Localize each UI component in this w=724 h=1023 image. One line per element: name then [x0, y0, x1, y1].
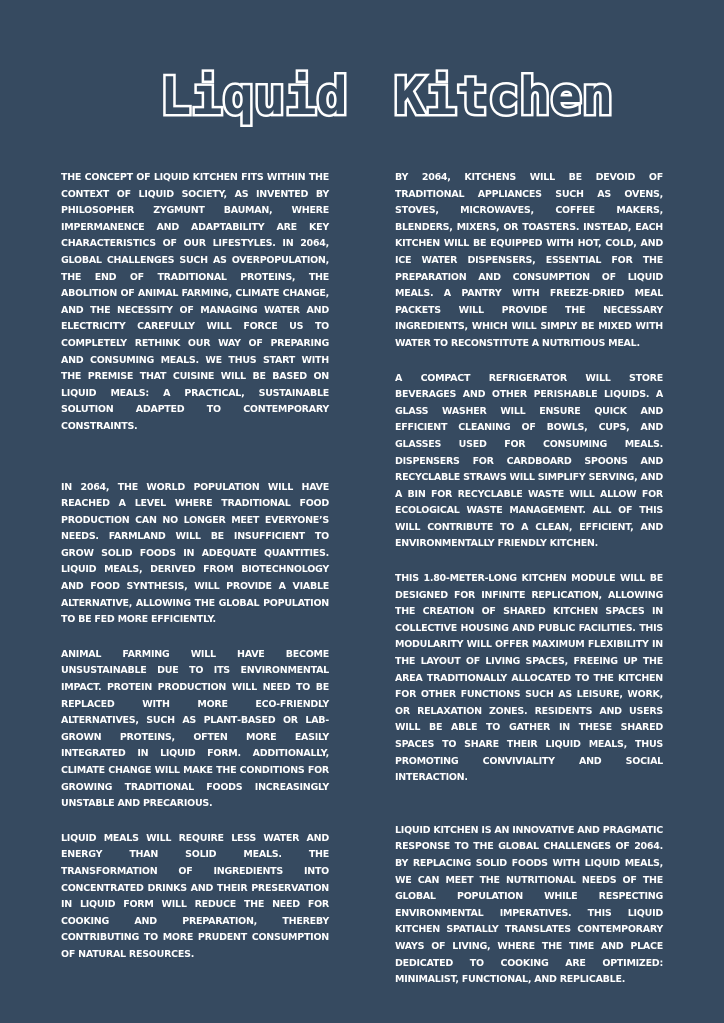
paragraph-module: THIS 1.80-METER-LONG KITCHEN MODULE WILL BE DESIGNED FOR INFINITE REPLICATION, ALLOWING THE CREATION OF SHARED KITCHEN SPACES IN COLLECTIVE HOUSING AND PUBLIC FACILITIES. THIS MODULARITY WILL OFFER MAXIMUM FLEXIBILITY IN THE LAYOUT OF LIVING SPACES, FREEING UP THE AREA TRADITIONALLY ALLOCATED TO THE KITCHEN FOR OTHER FUNCTIONS SUCH AS LEISURE, WORK, OR RELAXATION ZONES. RESIDENTS AND USERS WILL BE ABLE TO GATHER IN THESE SHARED SPACES TO SHARE THEIR LIQUID MEALS, THUS PROMOTING CONVIVIALITY AND SOCIAL INTERACTION.: [395, 573, 663, 784]
paragraph-appliances: BY 2064, KITCHENS WILL BE DEVOID OF TRADITIONAL APPLIANCES SUCH AS OVENS, STOVES, MICROWAVES, COFFEE MAKERS, BLENDERS, MIXERS, OR TOASTERS. INSTEAD, EACH KITCHEN WILL BE EQUIPPED WITH HOT, COLD, AND ICE WATER DISPENSERS, ESSENTIAL FOR THE PREPARATION AND CONSUMPTION OF LIQUID MEALS. A PANTRY WITH FREEZE‐DRIED MEAL PACKETS WILL PROVIDE THE NECESSARY INGREDIENTS, WHICH WILL SIMPLY BE MIXED WITH WATER TO RECONSTITUTE A NUTRITIOUS MEAL.: [395, 172, 663, 349]
paragraph-spacer: [395, 553, 663, 571]
right-text-column: [395, 170, 663, 989]
paragraph-spacer: [395, 787, 663, 823]
paragraph-spacer: [61, 629, 329, 647]
paragraph-spacer: [61, 813, 329, 831]
paragraph-refrigerator: A COMPACT REFRIGERATOR WILL STORE BEVERAGES AND OTHER PERISHABLE LIQUIDS. A GLASS WASHER WILL ENSURE QUICK AND EFFICIENT CLEANING OF BOWLS, CUPS, AND GLASSES USED FOR CONSUMING MEALS. DISPENSERS FOR CARDBOARD SPOONS AND RECYCLABLE STRAWS WILL SIMPLIFY SERVING, AND A BIN FOR RECYCLABLE WASTE WILL ALLOW FOR ECOLOGICAL WASTE MANAGEMENT. ALL OF THIS WILL CONTRIBUTE TO A CLEAN, EFFICIENT, AND ENVIRONMENTALLY FRIENDLY KITCHEN.: [395, 372, 663, 550]
title-word-liquid: Liquid: [160, 67, 348, 127]
paragraph-spacer: [395, 353, 663, 371]
page-title: [0, 62, 724, 142]
paragraph-water-energy: LIQUID MEALS WILL REQUIRE LESS WATER AND ENERGY THAN SOLID MEALS. THE TRANSFORMATION OF INGREDIENTS INTO CONCENTRATED DRINKS AND THEIR PRESERVATION IN LIQUID FORM WILL REDUCE THE NEED FOR COOKING AND PREPARATION, THEREBY CONTRIBUTING TO MORE PRUDENT CONSUMPTION OF NATURAL RESOURCES.: [61, 832, 329, 960]
paragraph-conclusion: LIQUID KITCHEN IS AN INNOVATIVE AND PRAGMATIC RESPONSE TO THE GLOBAL CHALLENGES OF 2064. BY REPLACING SOLID FOODS WITH LIQUID MEALS, WE CAN MEET THE NUTRITIONAL NEEDS OF THE GLOBAL POPULATION WHILE RESPECTING ENVIRONMENTAL IMPERATIVES. THIS LIQUID KITCHEN SPATIALLY TRANSLATES CONTEMPORARY WAYS OF LIVING, WHERE THE TIME AND PLACE DEDICATED TO COOKING ARE OPTIMIZED: MINIMALIST, FUNCTIONAL, AND REPLICABLE.: [395, 824, 663, 986]
paragraph-world-population: IN 2064, THE WORLD POPULATION WILL HAVE REACHED A LEVEL WHERE TRADITIONAL FOOD PRODUCTION CAN NO LONGER MEET EVERYONE’S NEEDS. FARMLAND WILL BE INSUFFICIENT TO GROW SOLID FOODS IN ADEQUATE QUANTITIES. LIQUID MEALS, DERIVED FROM BIOTECHNOLOGY AND FOOD SYNTHESIS, WILL PROVIDE A VIABLE ALTERNATIVE, ALLOWING THE GLOBAL POPULATION TO BE FED MORE EFFICIENTLY.: [61, 481, 329, 626]
paragraph-animal-farming: ANIMAL FARMING WILL HAVE BECOME UNSUSTAINABLE DUE TO ITS ENVIRONMENTAL IMPACT. PROTEIN PRODUCTION WILL NEED TO BE REPLACED WITH MORE ECO‐FRIENDLY ALTERNATIVES, SUCH AS PLANT‐BASED OR LAB‐GROWN PROTEINS, OFTEN MORE EASILY INTEGRATED IN LIQUID FORM. ADDITIONALLY, CLIMATE CHANGE WILL MAKE THE CONDITIONS FOR GROWING TRADITIONAL FOODS INCREASINGLY UNSTABLE AND PRECARIOUS.: [61, 648, 329, 810]
title-word-kitchen: Kitchen: [394, 67, 614, 127]
paragraph-spacer: [61, 436, 329, 480]
paragraph-liquid-society: THE CONCEPT OF LIQUID KITCHEN FITS WITHIN THE CONTEXT OF LIQUID SOCIETY, AS INVENTED BY PHILOSOPHER ZYGMUNT BAUMAN, WHERE IMPERMANENCE AND ADAPTABILITY ARE KEY CHARACTERISTICS OF OUR LIFESTYLES. IN 2064, GLOBAL CHALLENGES SUCH AS OVERPOPULATION, THE END OF TRADITIONAL PROTEINS, THE ABOLITION OF ANIMAL FARMING, CLIMATE CHANGE, AND THE NECESSITY OF MANAGING WATER AND ELECTRICITY CAREFULLY WILL FORCE US TO COMPLETELY RETHINK OUR WAY OF PREPARING AND CONSUMING MEALS. WE THUS START WITH THE PREMISE THAT CUISINE WILL BE BASED ON LIQUID MEALS: A PRACTICAL, SUSTAINABLE SOLUTION ADAPTED TO CONTEMPORARY CONSTRAINTS.: [61, 172, 329, 432]
left-text-column: [61, 170, 329, 964]
